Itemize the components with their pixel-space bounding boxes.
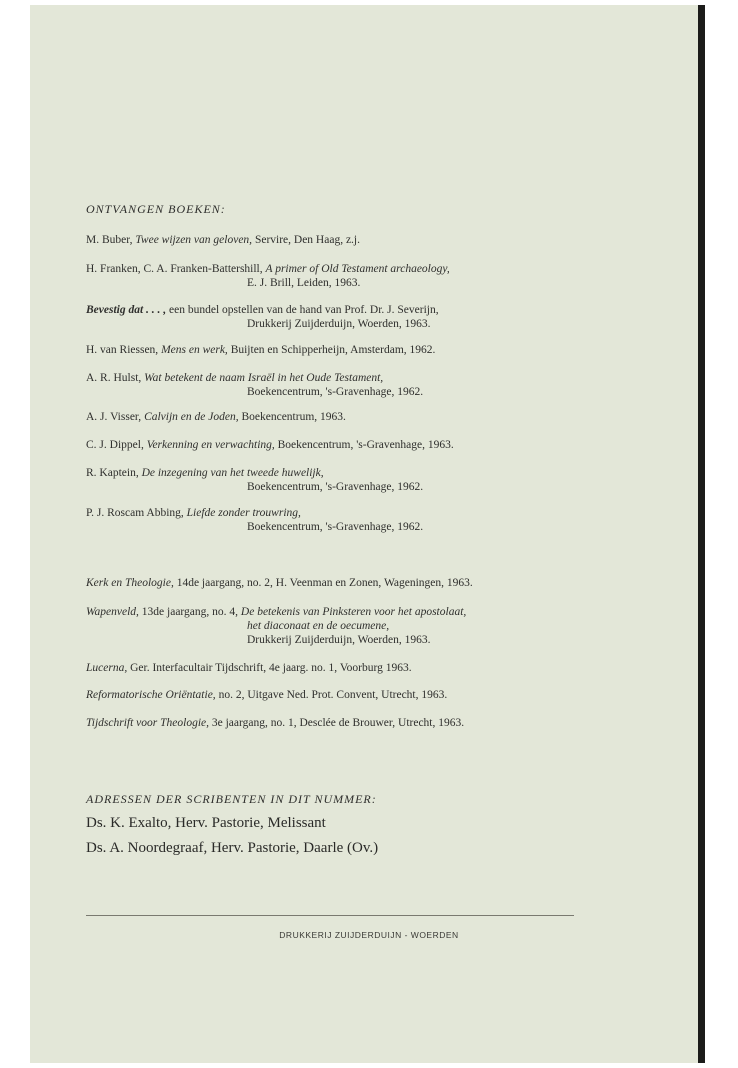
book-publisher: Buijten en Schipperheijn, Amsterdam, 1962.: [227, 344, 436, 356]
scan-edge: [698, 5, 705, 1063]
book-entry: [86, 466, 423, 494]
periodical-entry: [86, 716, 464, 730]
periodical-title: Wapenveld,: [86, 606, 139, 618]
periodical-details: 14de jaargang, no. 2, H. Veenman en Zonen, Wageningen, 1963.: [173, 577, 473, 589]
periodical-entry: [86, 661, 412, 675]
book-publisher: Drukkerij Zuijderduijn, Woerden, 1963.: [247, 318, 431, 330]
book-title: De inzegening van het tweede huwelijk,: [141, 467, 324, 479]
book-entry: [86, 303, 439, 331]
book-publisher: Boekencentrum, 's-Gravenhage, 1963.: [274, 439, 454, 451]
addresses-heading: ADRESSEN DER SCRIBENTEN IN DIT NUMMER:: [86, 792, 377, 806]
book-title: Wat betekent de naam Israël in het Oude Testament,: [144, 372, 384, 384]
periodical-article-title: De betekenis van Pinksteren voor het apostolaat,: [240, 606, 467, 618]
book-author: H. van Riessen,: [86, 344, 162, 356]
book-entry: [86, 438, 454, 452]
book-description: een bundel opstellen van de hand van Prof. Dr. J. Severijn,: [166, 304, 439, 316]
periodical-details: 3e jaargang, no. 1, Desclée de Brouwer, Utrecht, 1963.: [209, 717, 465, 729]
book-entry: [86, 233, 360, 247]
periodical-details: Ger. Interfacultair Tijdschrift, 4e jaarg. no. 1, Voorburg 1963.: [127, 662, 412, 674]
printer-footer: DRUKKERIJ ZUIJDERDUIJN - WOERDEN: [279, 930, 459, 940]
book-entry: [86, 371, 423, 399]
book-publisher: E. J. Brill, Leiden, 1963.: [247, 277, 361, 289]
periodical-details: 13de jaargang, no. 4,: [138, 606, 241, 618]
book-entry: [86, 506, 423, 534]
periodical-title: Reformatorische Oriëntatie,: [86, 689, 216, 701]
page: [30, 5, 698, 1063]
book-author: M. Buber,: [86, 234, 136, 246]
address-line: Ds. K. Exalto, Herv. Pastorie, Melissant: [86, 815, 326, 831]
book-publisher: Boekencentrum, 's-Gravenhage, 1962.: [247, 386, 424, 398]
book-entry: [86, 410, 346, 424]
book-title: Mens en werk,: [161, 344, 228, 356]
book-author: H. Franken, C. A. Franken-Battershill,: [86, 263, 266, 275]
book-author: C. J. Dippel,: [86, 439, 147, 451]
book-author: R. Kaptein,: [86, 467, 142, 479]
book-publisher: Boekencentrum, 's-Gravenhage, 1962.: [247, 521, 424, 533]
periodical-details: no. 2, Uitgave Ned. Prot. Convent, Utrecht, 1963.: [215, 689, 448, 701]
received-books-heading: ONTVANGEN BOEKEN:: [86, 202, 226, 216]
book-title: Twee wijzen van geloven,: [135, 234, 253, 246]
book-publisher: Servire, Den Haag, z.j.: [252, 234, 360, 246]
book-publisher: Boekencentrum, 's-Gravenhage, 1962.: [247, 481, 424, 493]
periodical-title: Lucerna,: [86, 662, 128, 674]
book-author: P. J. Roscam Abbing,: [86, 507, 187, 519]
book-author: A. J. Visser,: [86, 411, 145, 423]
book-author: A. R. Hulst,: [86, 372, 145, 384]
book-entry: [86, 343, 435, 357]
periodical-title: Kerk en Theologie,: [86, 577, 174, 589]
book-publisher: Boekencentrum, 1963.: [238, 411, 346, 423]
address-line: Ds. A. Noordegraaf, Herv. Pastorie, Daarle (Ov.): [86, 840, 379, 856]
periodical-entry: [86, 605, 466, 647]
footer-divider: [86, 915, 574, 916]
book-title: Verkenning en verwachting,: [146, 439, 275, 451]
periodical-title: Tijdschrift voor Theologie,: [86, 717, 209, 729]
book-title: Calvijn en de Joden,: [144, 411, 239, 423]
book-entry: [86, 262, 450, 290]
periodical-entry: [86, 576, 473, 590]
periodical-entry: [86, 688, 447, 702]
book-title: Bevestig dat . . . ,: [86, 304, 167, 316]
book-title: Liefde zonder trouwring,: [186, 507, 301, 519]
periodical-article-title-cont: het diaconaat en de oecumene,: [247, 620, 390, 632]
periodical-publisher: Drukkerij Zuijderduijn, Woerden, 1963.: [247, 634, 431, 646]
book-title: A primer of Old Testament archaeology,: [265, 263, 450, 275]
